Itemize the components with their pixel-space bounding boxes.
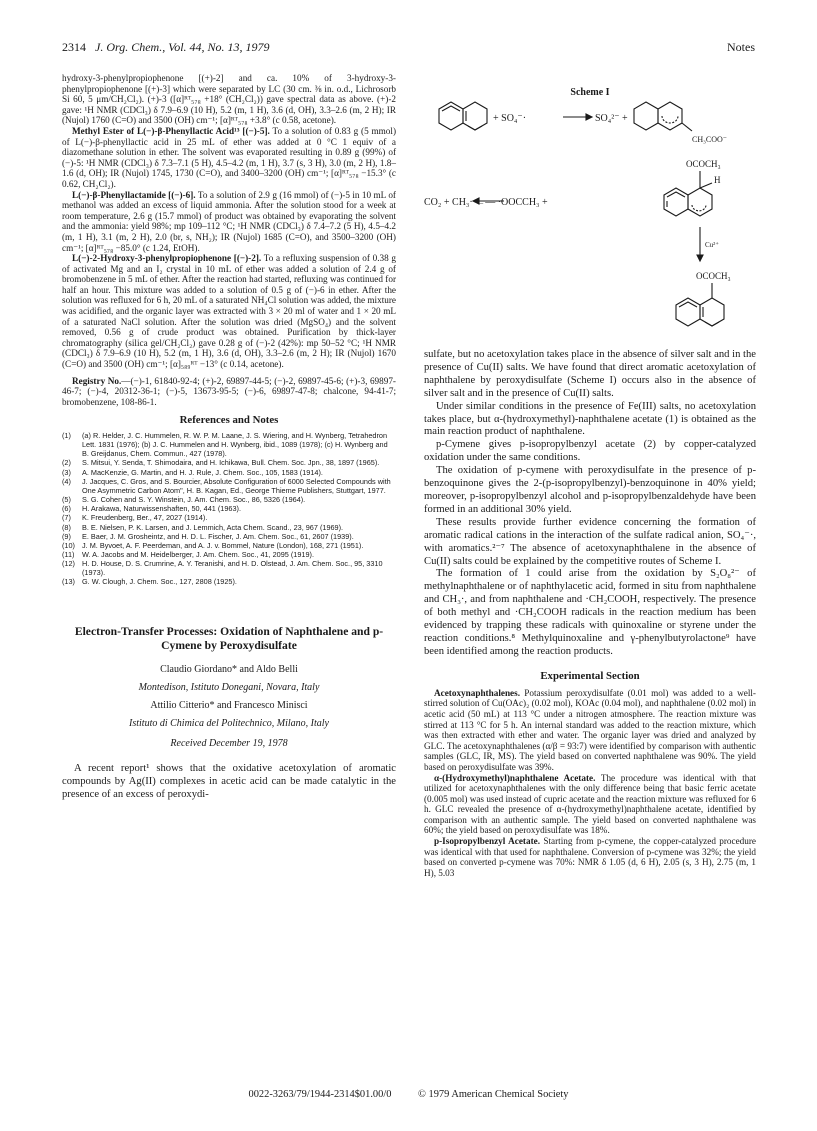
right-column	[424, 349, 756, 878]
section-label: Notes	[727, 40, 755, 54]
paragraph: p-Cymene gives p-isopropylbenzyl acetate (2) by copper-catalyzed oxidation under the same conditions.	[424, 439, 756, 464]
paragraph-heading: L(−)-2-Hydroxy-3-phenylpropiophenone [(−)-2].	[72, 253, 262, 264]
scheme-text: OCOCH₃	[686, 159, 721, 169]
reference-item: (2) S. Mitsui, Y. Senda, T. Shimodaira, and H. Ichikawa, Bull. Chem. Soc. Jpn., 38, 1897 (1965).	[62, 458, 380, 468]
article-code: 0022-3263/79/1944-2314$01.00/0	[248, 1089, 392, 1100]
naphthalene-structure	[439, 102, 487, 130]
copyright: © 1979 American Chemical Society	[418, 1089, 569, 1100]
radical-cation-structure	[634, 102, 682, 130]
paragraph: hydroxy-3-phenylpropiophenone [(+)-2] and ca. 10% of 3-hydroxy-3-phenylpropiophenone [(+)-3] which were separated by LC (30 cm. ⅜ in. o.d., Lichrosorb Si 60, 5 μm/CH₂Cl₂). (+)-3 ([α]ᴿᵀ₅₇₈ +18° (CH₂Cl₂)) gave spectral data as above. (+)-2 gave: ¹H NMR (CDCl₃) δ 7.9–6.9 (10 H), 5.2 (m, 1 H), 3.6 (d, OH), 3.3–2.6 (m, 2 H); IR (Nujol) 1760 (C=O) and 3500 (OH) cm⁻¹; [α]ᴿᵀ₅₇₈ +3.8° (c 0.58, acetone).	[62, 73, 396, 126]
registry-numbers: Registry No.—(−)-1, 61840-92-4; (+)-2, 69897-44-5; (−)-2, 69897-45-6; (+)-3, 69897-46-7; (−)-4, 20312-36-1; (−)-5, 13673-95-5; (−)-6, 69897-47-8; chalcone, 94-41-7; bromobenzene, 108-86-1.	[62, 375, 396, 407]
experimental-continuation	[62, 73, 396, 407]
journal-citation: J. Org. Chem., Vol. 44, No. 13, 1979	[95, 40, 270, 54]
reference-item: (4) J. Jacques, C. Gros, and S. Bourcier, Absolute Configuration of 6000 Selected Compounds with One Asymmetric Carbon Atom", H. B. Kagan, Ed., George Thieme Publishers, Stuttgart, 1977.	[62, 476, 391, 495]
reference-item: (11) W. A. Jacobs and M. Heidelberger, J. Am. Chem. Soc., 41, 2095 (1919).	[62, 550, 314, 560]
paragraph: sulfate, but no acetoxylation takes place in the absence of silver salt and in the presence of Cu(II) salts. We have found that direct aromatic acetoxylation of naphthalene by peroxydisulfate (Scheme I) occurs also in the absence of silver salt and in the presence of Cu(II) salts.	[424, 349, 756, 399]
authors-line-2: Attilio Citterio* and Francesco Minisci	[150, 700, 308, 712]
scheme-1	[424, 87, 756, 349]
page-number: 2314	[62, 40, 86, 54]
paragraph: p-Isopropylbenzyl Acetate. Starting from p-cymene, the copper-catalyzed procedure was identical with that used for naphthalene. Conversion of p-cymene was 32%; the yield based on converted p-cymene was 70%: NMR δ 1.05 (d, 6 H), 2.05 (s, 3 H), 2.75 (m, 1 H), 5.03	[424, 836, 756, 878]
affiliation-2: Istituto di Chimica del Politechnico, Milano, Italy	[129, 718, 329, 730]
reference-item: (3) A. MacKenzie, G. Martin, and H. J. Rule, J. Chem. Soc., 105, 1583 (1914).	[62, 467, 323, 477]
paragraph-heading: Registry No.	[72, 375, 122, 386]
paragraph-heading: L(−)-β-Phenyllactamide [(−)-6].	[72, 189, 196, 200]
article-title: Electron-Transfer Processes: Oxidation of Naphthalene and p-Cymene by Peroxydisulfate	[74, 625, 384, 653]
discussion-text	[424, 349, 756, 659]
running-header	[62, 40, 755, 56]
acetoxy-adduct-structure	[664, 171, 712, 216]
scheme-text: + SO₄⁻·	[493, 113, 527, 124]
references-heading: References and Notes	[179, 414, 279, 427]
reference-item: (1) (a) R. Helder, J. C. Hummelen, R. W. P. M. Laane, J. S. Wiering, and H. Wynberg, Tetrahedron Lett. 1831 (1976); (b) J. C. Hummelen and H. Wynberg, ibid., 1089 (1978); (c) H. Wynberg and B. Greijdanus, Chem. Commun., 427 (1978).	[62, 431, 388, 459]
paragraph-heading: Methyl Ester of L(−)-β-Phenyllactic Acid¹³ [(−)-5].	[72, 125, 270, 136]
paragraph: Under similar conditions in the presence of Fe(III) salts, no acetoxylation takes place, but α-(hydroxymethyl)-naphthalene acetate (1) is obtained as the main reaction product of naphthalene.	[424, 400, 756, 438]
paragraph-heading: α-(Hydroxymethyl)naphthalene Acetate.	[434, 772, 596, 783]
scheme-text: CH₃COO⁻	[692, 135, 728, 144]
reference-item: (7) K. Freudenberg, Ber., 47, 2027 (1914).	[62, 513, 208, 523]
paragraph-heading: p-Isopropylbenzyl Acetate.	[434, 836, 541, 847]
acetoxynaphthalene-structure	[676, 283, 724, 326]
scheme-text: OCOCH₃	[696, 271, 731, 281]
reference-item: (12) H. D. House, D. S. Crumrine, A. Y. Teranishi, and H. D. Olstead, J. Am. Chem. Soc., 95, 3310 (1973).	[62, 559, 383, 578]
paragraph-heading: Acetoxynaphthalenes.	[434, 687, 521, 698]
paragraph: Acetoxynaphthalenes. Potassium peroxydisulfate (0.01 mol) was added to a well-stirred solution of Cu(OAc)₂ (0.02 mol), KOAc (0.04 mol), and naphthalene (0.02 mol) in acetic acid (50 mL) at 113 °C under a nitrogen atmosphere. The reaction mixture was stirred at 113 °C for 5 h. An internal standard was added to the reaction mixture, which was then extracted with ether and water. The organic layer was dried and analyzed by GLC. The acetoxynaphthalenes (α/β = 93:7) were identified by comparison with authentic samples (GLC, IR, MS). The yield based on converted naphthalene was 90%. The yield based on peroxydisulfate was 39%.	[424, 687, 756, 772]
left-column	[62, 73, 396, 802]
scheme-title: Scheme I	[570, 87, 610, 98]
paragraph: Methyl Ester of L(−)-β-Phenyllactic Acid¹³ [(−)-5]. To a solution of 0.83 g (5 mmol) of L(−)-β-phenyllactic acid in 25 mL of ether was added at 0 °C 1 equiv of a diazomethane solution in ether. The solvent was evaporated resulting in 0.89 g (99%) of (−)-5: ¹H NMR (CDCl₃) δ 7.3–7.1 (5 H), 4.5–4.2 (m, 1 H), 3.7 (s, 3 H), 3.0 (m, 2 H), 1.8–1.6 (d, OH); IR (Nujol) 1745, 1730 (C=O), and 3400–3200 (OH) cm⁻¹; [α]ᴿᵀ₅₇₈ −15.3° (c 0.62, CH₂Cl₂).	[62, 125, 397, 189]
page-footer	[62, 1089, 755, 1100]
paragraph: A recent report¹ shows that the oxidative acetoxylation of aromatic compounds by Ag(II) complexes in acetic acid can be made catalytic in the presence of an excess of peroxydi-	[62, 763, 396, 801]
reference-item: (5) S. G. Cohen and S. Y. Winstein, J. Am. Chem. Soc., 86, 5326 (1964).	[62, 494, 306, 504]
scheme-text: SO₄²⁻ +	[595, 113, 628, 124]
scheme-text: H	[714, 175, 721, 185]
paragraph: These results provide further evidence concerning the formation of aromatic radical cations in the interaction of the sulfate radical anion, SO₄⁻·, with aromatics.²⁻⁷ The absence of acetoxynaphthalene in the absence of Cu(II) salts could be explained by the competitive routes of Scheme I.	[424, 516, 756, 567]
received-date: Received December 19, 1978	[170, 738, 288, 750]
reference-item: (13) G. W. Clough, J. Chem. Soc., 127, 2808 (1925).	[62, 577, 237, 587]
experimental-heading: Experimental Section	[540, 669, 640, 682]
reference-item: (9) E. Baer, J. M. Grosheintz, and H. D. L. Fischer, J. Am. Chem. Soc., 61, 2607 (1939).	[62, 531, 354, 541]
scheme-drawing	[424, 87, 756, 349]
authors-line-1: Claudio Giordano* and Aldo Belli	[160, 664, 298, 676]
reference-item: (8) B. E. Nielsen, P. K. Larsen, and J. Lemmich, Acta Chem. Scand., 23, 967 (1969).	[62, 522, 344, 532]
paragraph: The formation of 1 could arise from the oxidation by S₂O₈²⁻ of methylnaphthalene or of naphthylacetic acid, formed in situ from naphthalene and CH₃·, and from naphthalene and ·CH₂COOH, respectively. The presence of both methyl and ·CH₂COOH radicals in the reaction medium has been evidenced by trapping these radicals with quinoxaline or styrene under the reaction conditions.⁸ Methylquinoxaline and γ-phenylbutyrolactone⁹ have been identified among the reaction products.	[424, 568, 756, 657]
paragraph: The oxidation of p-cymene with peroxydisulfate in the presence of p-benzoquinone gives the 2-(p-isopropylbenzyl)-benzoquinone in 40% yield; moreover, p-isopropylbenzyl alcohol and p-isopropylbenzaldehyde have been formed in an additional 30% yield.	[424, 465, 756, 515]
article-intro	[62, 763, 396, 802]
paragraph: L(−)-β-Phenyllactamide [(−)-6]. To a solution of 2.9 g (16 mmol) of (−)-5 in 10 mL of methanol was added an excess of liquid ammonia. After the solution stood for a week at room temperature, 2.6 g (15.7 mmol) of product was obtained by evaporating the solvent and the ammonia: yield 98%; mp 109–112 °C; ¹H NMR (CDCl₃) δ 7.4–7.2 (5 H), 4.5–4.2 (m, 1 H), 3.1 (m, 2 H), 2.0 (br, s, NH₂); IR (Nujol) 1685 (C=O), and 3500–3200 (OH) cm⁻¹; [α]ᴿᵀ₅₇₈ −85.0° (c 1.24, EtOH).	[62, 189, 396, 253]
affiliation-1: Montedison, Istituto Donegani, Novara, Italy	[138, 682, 320, 694]
paragraph: L(−)-2-Hydroxy-3-phenylpropiophenone [(−)-2]. To a refluxing suspension of 0.38 g of activated Mg and an I₂ crystal in 10 mL of ether was added a solution of 2.4 g of bromobenzene in 5 mL of ether. After the reaction had started, refluxing was continued for half an hour. This mixture was added to a solution of 0.5 g of (−)-6 in ether. After the solution was refluxed for 6 h, 20 mL of a saturated NH₄Cl solution was added, the mixture was acidified, and the organic layer was extracted with 3 × 20 ml of water and 1 × 20 mL of a saturated NaCl solution. After the solution was dried (MgSO₄) and the solvent removed, 0.56 g of crude product was obtained. Purification by thick-layer chromatography (silica gel/CH₂Cl₂) gave 0.28 g of (−)-2 (42%): mp 50–52 °C; ¹H NMR (CDCl₃) δ 7.9–6.9 (10 H), 5.2 (m, 1 H), 3.6 (d, OH), 3.3–2.6 (m, 2 H); IR (Nujol) 1670 (C=O) and 3500 (OH) cm⁻¹; [α]₅₈₉ᴿᵀ −13° (c 0.14, acetone).	[62, 253, 396, 370]
scheme-text: Cu²⁺	[705, 241, 719, 249]
references-list	[62, 432, 396, 587]
scheme-text: CO₂ + CH₃· ←— ·OOCCH₃ +	[424, 197, 548, 208]
reference-item: (6) H. Arakawa, Naturwissenshaften, 50, 441 (1963).	[62, 504, 241, 514]
reference-item: (10) J. M. Byvoet, A. F. Peerdeman, and A. J. v. Bommel, Nature (London), 168, 271 (1951).	[62, 540, 364, 550]
paragraph: α-(Hydroxymethyl)naphthalene Acetate. The procedure was identical with that utilized for acetoxynaphthalenes with the only difference being that basic ferric acetate (0.005 mol) was used instead of cupric acetate and the reaction mixture was refluxed for 6 h. GLC revealed the presence of α-(hydroxymethyl)naphthalene acetate, identified by comparison with an authentic sample. The yield based on converted naphthalene was 60%; the yield based on peroxydisulfate was 18%.	[424, 772, 756, 836]
experimental-text	[424, 688, 756, 879]
